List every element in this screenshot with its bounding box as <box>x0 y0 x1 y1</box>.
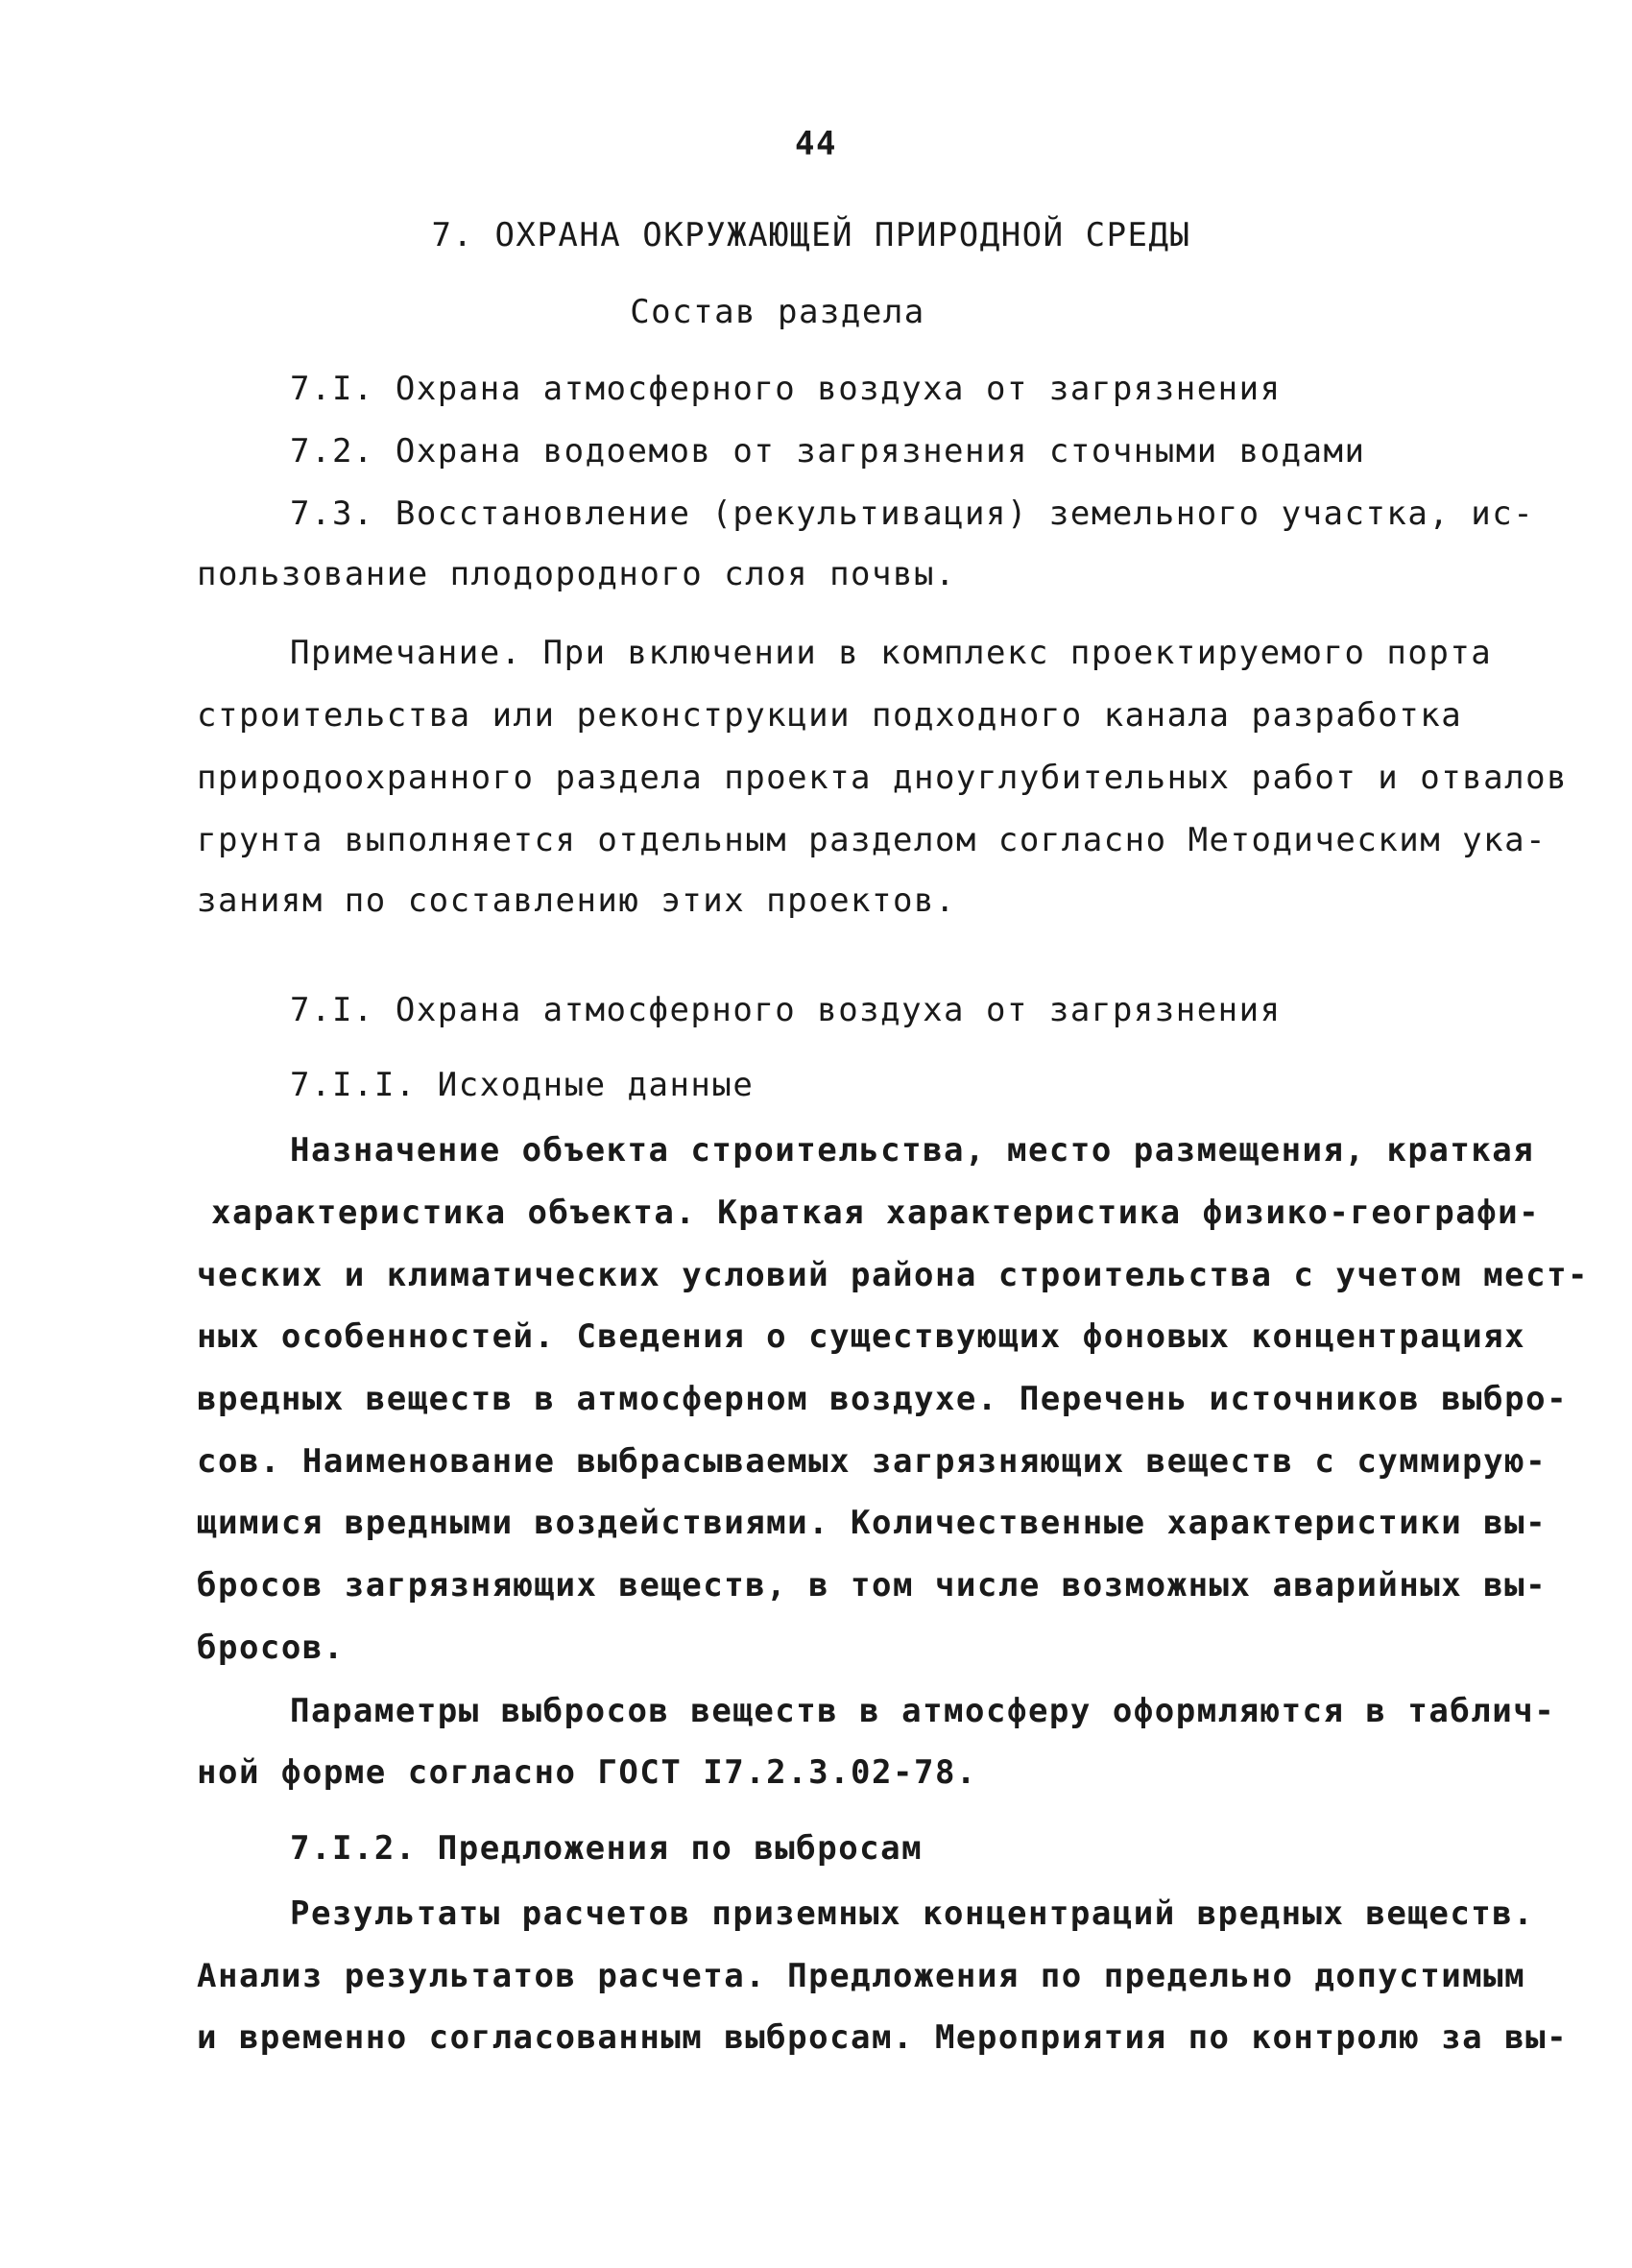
note-line: Примечание. При включении в комплекс проектируемого порта <box>290 634 1493 672</box>
section-title: 7. ОХРАНА ОКРУЖАЮЩЕЙ ПРИРОДНОЙ СРЕДЫ <box>431 216 1191 254</box>
paragraph-line: Параметры выбросов веществ в атмосферу оформляются в таблич- <box>290 1692 1556 1730</box>
contents-item: пользование плодородного слоя почвы. <box>197 555 956 593</box>
paragraph-line: Назначение объекта строительства, место размещения, краткая <box>290 1131 1535 1170</box>
note-line: заниям по составлению этих проектов. <box>197 881 956 920</box>
paragraph-line: бросов загрязняющих веществ, в том числе возможных аварийных вы- <box>197 1566 1548 1604</box>
paragraph-line: ческих и климатических условий района строительства с учетом мест- <box>197 1256 1590 1294</box>
note-line: строительства или реконструкции подходного канала разработка <box>197 696 1463 735</box>
contents-item: 7.I. Охрана атмосферного воздуха от загрязнения <box>290 370 1282 408</box>
page-number: 44 <box>795 125 837 163</box>
contents-item: 7.3. Восстановление (рекультивация) земельного участка, ис- <box>290 495 1535 533</box>
paragraph-line: ной форме согласно ГОСТ I7.2.3.02-78. <box>197 1753 977 1792</box>
contents-item: 7.2. Охрана водоемов от загрязнения сточными водами <box>290 432 1366 470</box>
paragraph-line: характеристика объекта. Краткая характеристика физико-географи- <box>211 1194 1541 1232</box>
composition-heading: Состав раздела <box>630 293 925 331</box>
paragraph-line: и временно согласованным выбросам. Мероприятия по контролю за вы- <box>197 2018 1569 2057</box>
subsection-heading: 7.I.2. Предложения по выбросам <box>290 1829 924 1868</box>
paragraph-line: сов. Наименование выбрасываемых загрязняющих веществ с суммирую- <box>197 1442 1548 1481</box>
paragraph-line: бросов. <box>197 1629 345 1667</box>
subsection-heading: 7.I. Охрана атмосферного воздуха от загрязнения <box>290 991 1282 1029</box>
paragraph-line: Анализ результатов расчета. Предложения по предельно допустимым <box>197 1957 1526 1995</box>
note-line: грунта выполняется отдельным разделом согласно Методическим ука- <box>197 821 1548 859</box>
paragraph-line: щимися вредными воздействиями. Количественные характеристики вы- <box>197 1504 1548 1542</box>
note-line: природоохранного раздела проекта дноуглубительных работ и отвалов <box>197 759 1569 797</box>
paragraph-line: вредных веществ в атмосферном воздухе. Перечень источников выбро- <box>197 1380 1569 1418</box>
paragraph-line: ных особенностей. Сведения о существующих фоновых концентрациях <box>197 1317 1526 1356</box>
subsection-heading: 7.I.I. Исходные данные <box>290 1066 755 1104</box>
paragraph-line: Результаты расчетов приземных концентраций вредных веществ. <box>290 1894 1535 1933</box>
